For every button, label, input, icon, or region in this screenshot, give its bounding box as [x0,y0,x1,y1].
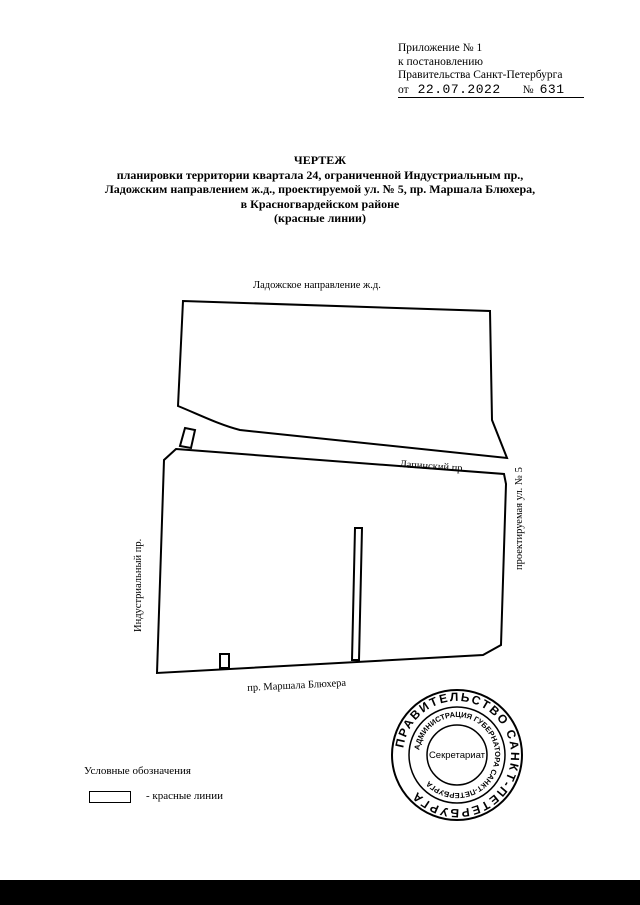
label-lapinsky: Лапинский пр. [399,459,466,475]
title-line-3: в Красногвардейском районе [240,196,400,211]
stamp-inner-text: АДМИНИСТРАЦИЯ ГУБЕРНАТОРА САНКТ-ПЕТЕРБУРГА [412,709,503,801]
title-line-1: планировки территории квартала 24, ограниченной Индустриальным пр., [116,167,524,182]
scan-footer-bar [0,880,640,905]
title-line-4: (красные линии) [274,211,366,226]
label-industrial: Индустриальный пр. [133,538,144,632]
lower-parcel-boundary [157,449,506,673]
annex-line-2: к постановлению [398,55,483,68]
stamp-center-text: Секретариат [428,750,486,761]
label-blucher: пр. Маршала Блюхера [247,677,347,694]
title-line-2: Ладожским направлением ж.д., проектируемой ул. № 5, пр. Маршала Блюхера, [104,182,536,197]
legend-title: Условные обозначения [84,765,191,777]
annex-date-prefix: от [398,83,409,96]
annex-number-prefix: № [522,83,534,96]
small-lower-rectangle [220,654,229,668]
title-heading: ЧЕРТЕЖ [293,153,347,167]
official-stamp [390,688,524,822]
stamp-outer-text: ПРАВИТЕЛЬСТВО САНКТ-ПЕТЕРБУРГА [392,689,523,821]
annex-line-3: Правительства Санкт-Петербурга [398,69,563,82]
label-railway: Ладожское направление ж.д. [253,280,381,291]
upper-parcel-boundary [178,301,507,458]
narrow-vertical-strip [352,528,362,660]
legend-red-lines-swatch [89,791,131,803]
annex-line-1: Приложение № 1 [398,42,483,54]
annex-date: 22.07.2022 [417,81,501,97]
annex-number: 631 [539,81,565,97]
small-upper-rectangle [180,428,195,448]
legend-red-lines-label: - красные линии [146,790,223,802]
label-proj-street: проектируемая ул. № 5 [514,467,525,570]
